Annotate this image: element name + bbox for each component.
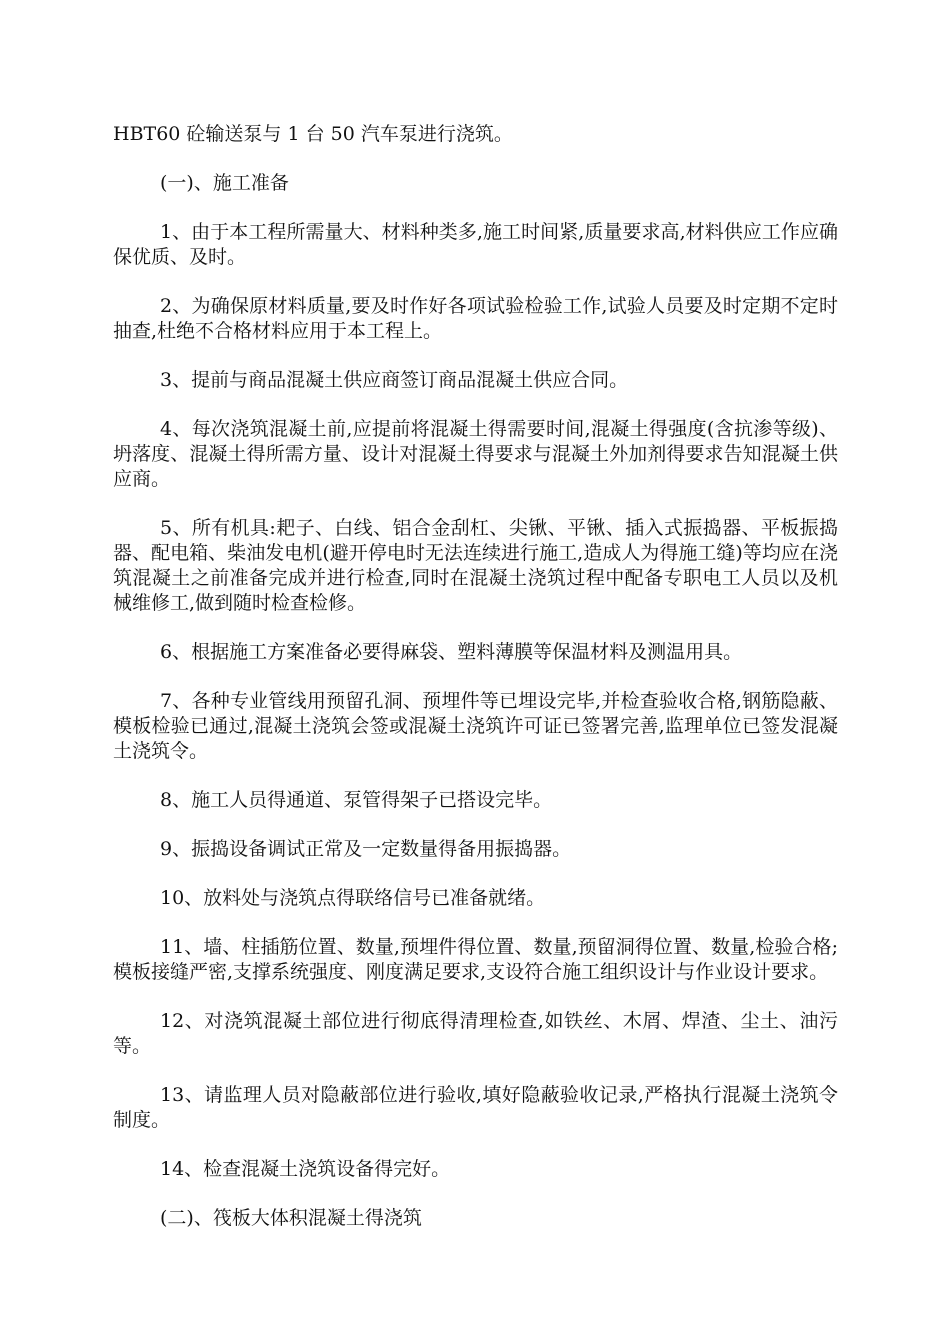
paragraph-item-6: 6、根据施工方案准备必要得麻袋、塑料薄膜等保温材料及测温用具。 xyxy=(160,641,743,663)
paragraph-item-5: 5、所有机具:耙子、白线、铝合金刮杠、尖锹、平锹、插入式振捣器、平板振捣器、配电箱、柴油发电机(避开停电时无法连续进行施工,造成人为得施工缝)等均应在浇筑混凝土之前准备完成并进行检查,同时在混凝土浇筑过程中配备专职电工人员以及机械维修工,做到随时检查检修。 xyxy=(113,517,838,614)
document-page xyxy=(113,122,838,1255)
paragraph-item-2: 2、为确保原材料质量,要及时作好各项试验检验工作,试验人员要及时定期不定时抽查,杜绝不合格材料应用于本工程上。 xyxy=(113,295,838,342)
paragraph-intro: HBT60 砼输送泵与 1 台 50 汽车泵进行浇筑。 xyxy=(113,123,513,145)
section-heading-preparation: (一)、施工准备 xyxy=(160,172,289,194)
paragraph-item-1: 1、由于本工程所需量大、材料种类多,施工时间紧,质量要求高,材料供应工作应确保优质、及时。 xyxy=(113,221,838,268)
paragraph-item-14: 14、检查混凝土浇筑设备得完好。 xyxy=(160,1158,451,1180)
paragraph-item-8: 8、施工人员得通道、泵管得架子已搭设完毕。 xyxy=(160,789,553,811)
paragraph-item-4: 4、每次浇筑混凝土前,应提前将混凝土得需要时间,混凝土得强度(含抗渗等级)、坍落度、混凝土得所需方量、设计对混凝土得要求与混凝土外加剂得要求告知混凝土供应商。 xyxy=(113,418,838,490)
paragraph-item-7: 7、各种专业管线用预留孔洞、预埋件等已埋设完毕,并检查验收合格,钢筋隐蔽、模板检验已通过,混凝土浇筑会签或混凝土浇筑许可证已签署完善,监理单位已签发混凝土浇筑令。 xyxy=(113,690,838,762)
section-heading-raft-pouring: (二)、筏板大体积混凝土得浇筑 xyxy=(160,1207,422,1229)
paragraph-item-3: 3、提前与商品混凝土供应商签订商品混凝土供应合同。 xyxy=(160,369,629,391)
paragraph-item-12: 12、对浇筑混凝土部位进行彻底得清理检查,如铁丝、木屑、焊渣、尘土、油污等。 xyxy=(113,1010,838,1057)
paragraph-item-9: 9、振捣设备调试正常及一定数量得备用振捣器。 xyxy=(160,838,572,860)
paragraph-item-13: 13、请监理人员对隐蔽部位进行验收,填好隐蔽验收记录,严格执行混凝土浇筑令制度。 xyxy=(113,1084,838,1131)
paragraph-item-10: 10、放料处与浇筑点得联络信号已准备就绪。 xyxy=(160,887,546,909)
paragraph-item-11: 11、墙、柱插筋位置、数量,预埋件得位置、数量,预留洞得位置、数量,检验合格;模板接缝严密,支撑系统强度、刚度满足要求,支设符合施工组织设计与作业设计要求。 xyxy=(113,936,838,983)
